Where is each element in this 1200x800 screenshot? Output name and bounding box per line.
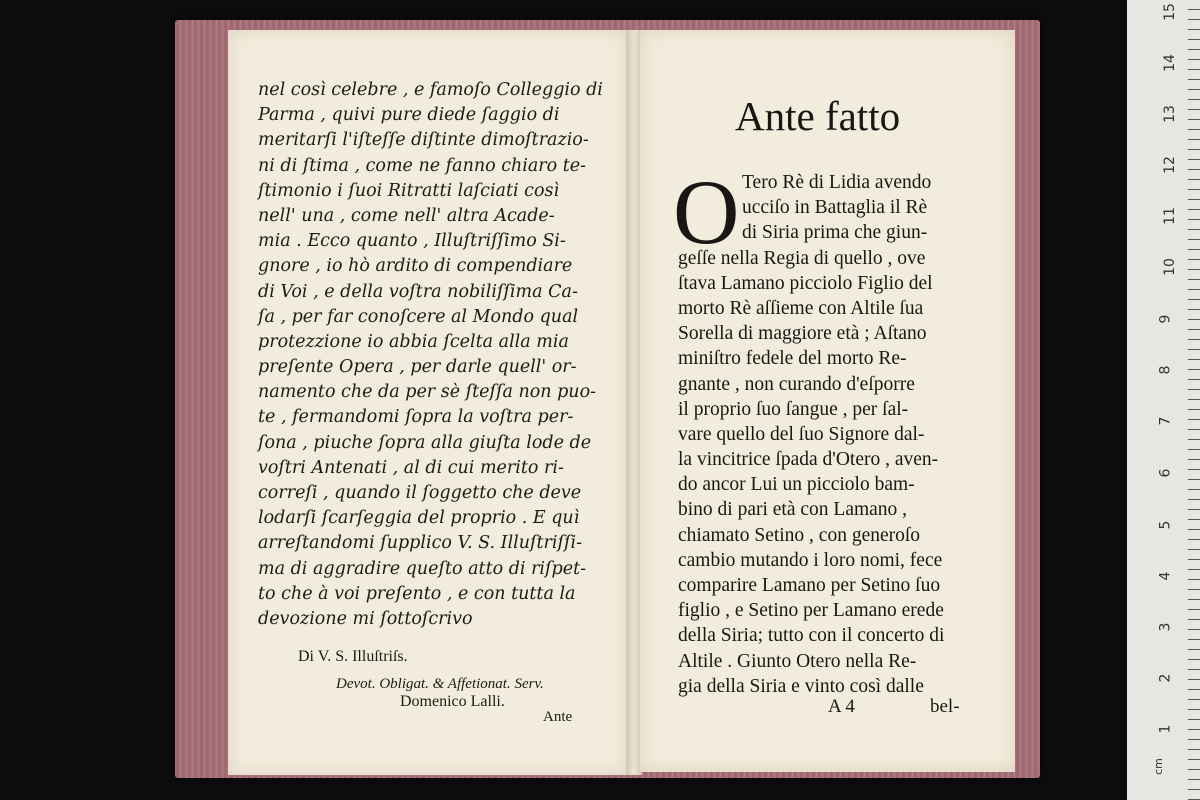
- ruler-unit: cm: [1151, 758, 1165, 775]
- text-line: protezzione io abbia ſcelta alla mia: [258, 331, 569, 352]
- text-line: meritarſi l'iſteſſe diſtinte dimoſtrazio-: [258, 130, 589, 151]
- drop-cap: O: [673, 161, 740, 263]
- text-line: te , fermandomi ſopra la voſtra per-: [258, 407, 574, 428]
- text-line: della Siria; tutto con il concerto di: [678, 625, 945, 647]
- text-line: di Voi , e della voſtra nobiliſſima Ca-: [258, 281, 578, 302]
- ruler-label: 9: [1157, 314, 1174, 324]
- ruler-label: 2: [1157, 673, 1174, 683]
- text-line: figlio , e Setino per Lamano erede: [678, 600, 944, 622]
- ruler-label: 12: [1161, 156, 1178, 174]
- section-title: Ante fatto: [735, 93, 901, 139]
- catchword-left: Ante: [543, 709, 573, 725]
- text-line: comparire Lamano per Setino ſuo: [678, 575, 941, 596]
- ruler-label: 14: [1161, 54, 1178, 72]
- text-line: ucciſo in Battaglia il Rè: [742, 197, 928, 219]
- text-line: do ancor Lui un picciolo bam-: [678, 474, 915, 496]
- signature-mark: A 4: [828, 696, 855, 717]
- ruler-label: 11: [1161, 207, 1178, 225]
- ruler-label: 15: [1161, 3, 1178, 21]
- text-line: ni di ſtima , come ne fanno chiaro te-: [258, 155, 587, 176]
- text-line: ſtimonio i ſuoi Ritratti laſciati così: [258, 180, 560, 201]
- ruler-label: 13: [1161, 105, 1178, 123]
- text-line: Tero Rè di Lidia avendo: [742, 172, 932, 193]
- text-line: devozione mi ſottoſcrivo: [258, 608, 473, 629]
- text-line: miniſtro fedele del morto Re-: [678, 348, 907, 370]
- text-line: Sorella di maggiore età ; Aſtano: [678, 323, 927, 345]
- ruler-label: 4: [1157, 571, 1174, 581]
- text-line: geſſe nella Regia di quello , ove: [678, 247, 926, 269]
- ruler-label: 6: [1157, 468, 1174, 478]
- text-line: gnore , io hò ardito di compendiare: [258, 256, 573, 277]
- text-line: chiamato Setino , con generoſo: [678, 524, 921, 546]
- text-line: gnante , non curando d'eſporre: [678, 373, 915, 395]
- right-page-body: [678, 170, 998, 699]
- salutation: Di V. S. Illuſtriſs.: [298, 648, 408, 665]
- ruler-label: 1: [1157, 724, 1174, 734]
- text-line: cambio mutando i loro nomi, fece: [678, 549, 943, 571]
- text-line: mia . Ecco quanto , Illuſtriſſimo Si-: [258, 231, 566, 252]
- text-line: arreſtandomi ſupplico V. S. Illuſtriſſi-: [258, 533, 582, 554]
- author-signature: Domenico Lalli.: [400, 693, 505, 710]
- text-line: ſtava Lamano picciolo Figlio del: [678, 272, 933, 294]
- text-line: ſona , piuche ſopra alla giuſta lode de: [258, 432, 592, 453]
- text-line: correſi , quando il ſoggetto che deve: [258, 483, 582, 503]
- closing-formula: Devot. Obligat. & Affetionat. Serv.: [336, 676, 544, 692]
- text-line: ſa , per far conoſcere al Mondo qual: [258, 306, 579, 327]
- text-line: vare quello del ſuo Signore dal-: [678, 423, 925, 445]
- text-line: la vincitrice ſpada d'Otero , aven-: [678, 449, 939, 471]
- ruler-ticks: [1188, 0, 1200, 800]
- text-line: il proprio ſuo ſangue , per ſal-: [678, 398, 909, 420]
- ruler-label: 3: [1157, 622, 1174, 632]
- text-line: di Siria prima che giun-: [742, 222, 928, 244]
- measuring-ruler: [1127, 0, 1200, 800]
- text-line: preſente Opera , per darle quell' or-: [258, 357, 577, 378]
- text-line: gia della Siria e vinto così dalle: [678, 675, 924, 697]
- catchword-right: bel-: [930, 696, 960, 717]
- text-line: voſtri Antenati , al di cui merito ri-: [258, 457, 564, 478]
- text-line: morto Rè aſſieme con Altile ſua: [678, 297, 924, 319]
- text-line: Altile . Giunto Otero nella Re-: [678, 650, 917, 672]
- left-page-body: [258, 78, 613, 632]
- text-line: lodarſi ſcarſeggia del proprio . E quì: [258, 508, 580, 529]
- ruler-label: 8: [1157, 365, 1174, 375]
- ruler-label: 5: [1157, 520, 1174, 530]
- text-line: nell' una , come nell' altra Acade-: [258, 205, 555, 226]
- text-line: to che à voi preſento , e con tutta la: [258, 583, 576, 604]
- text-line: namento che da per sè ſteſſa non puo-: [258, 382, 597, 403]
- text-line: ma di aggradire queſto atto di riſpet-: [258, 558, 587, 579]
- ruler-label: 7: [1157, 416, 1174, 426]
- ruler-label: 10: [1161, 258, 1178, 276]
- text-line: Parma , quivi pure diede ſaggio di: [258, 105, 560, 126]
- text-line: bino di pari età con Lamano ,: [678, 499, 908, 521]
- text-line: nel così celebre , e famoſo Colleggio di: [258, 80, 603, 100]
